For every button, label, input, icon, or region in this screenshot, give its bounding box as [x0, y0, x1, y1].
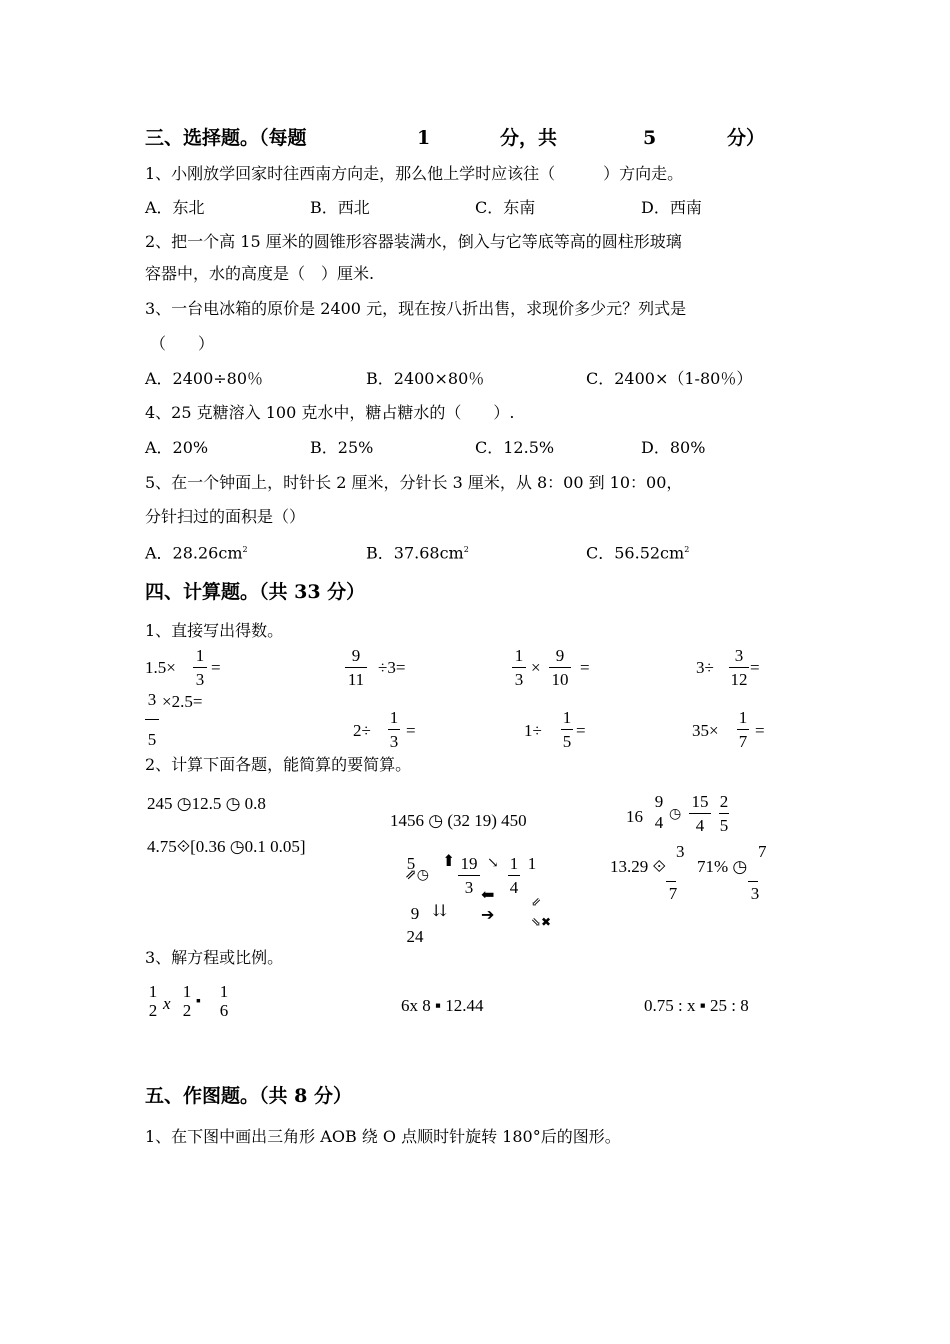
- q3-option-b: B．2400×80％: [366, 369, 485, 388]
- q1-option-c: C．东南: [475, 198, 536, 217]
- r1a-post: =: [211, 658, 221, 677]
- expr-5-frac-5: 9 24: [406, 904, 424, 946]
- q5-option-c-sup: 2: [684, 545, 690, 554]
- r2d-fraction: 1 7: [738, 708, 748, 751]
- r2d-pre: 35×: [692, 721, 719, 740]
- expr-4: 4.75⟐[0.36 ◷0.1 0.05]: [147, 837, 306, 856]
- expr-5-ops-icon: ⇗◷: [405, 868, 429, 883]
- expr-3-pre: 16: [626, 807, 643, 826]
- section3-points-close: 分）: [727, 127, 766, 149]
- section3-title: 三、选择题。（每题: [145, 127, 307, 149]
- q2-line2: 容器中，水的高度是（ ）厘米.: [145, 264, 375, 283]
- r1c-fraction-2: 9 10: [549, 646, 571, 689]
- r2a-fraction: 3 5: [145, 690, 159, 749]
- q4-option-a: A．20%: [145, 438, 209, 457]
- r1c-post: =: [580, 658, 590, 677]
- expr-5-frac-1: 5: [406, 854, 416, 873]
- q5-line2: 分针扫过的面积是（）: [145, 507, 306, 526]
- r1c-op: ×: [531, 658, 541, 677]
- section4-title: 四、计算题。（共 33 分）: [145, 581, 366, 603]
- down-double-arrow-icon: ⇊: [433, 903, 447, 920]
- expr-5-frac-2: 19 3: [458, 854, 480, 897]
- q3-option-a: A．2400÷80％: [145, 369, 264, 388]
- q5-option-b-sup: 2: [463, 545, 469, 554]
- q4-option-d: D．80%: [641, 438, 706, 457]
- q3-line1: 3、一台电冰箱的原价是 2400 元，现在按八折出售，求现价多少元？列式是: [145, 299, 687, 318]
- p3-title: 3、解方程或比例。: [145, 948, 284, 967]
- q1-option-d: D．西南: [641, 198, 702, 217]
- expr-6-frac-1: 3 7: [666, 842, 680, 903]
- down-right-arrow-icon: ↘: [487, 856, 499, 871]
- q5-option-b: B．$37.68cm^2$: [366, 543, 469, 563]
- expr-1: 245 ◷12.5 ◷ 0.8: [147, 794, 266, 813]
- r2c-fraction: 1 5: [562, 708, 572, 751]
- q5-option-c: C．$56.52cm^2$: [586, 543, 690, 563]
- equals-box-icon: ▪: [196, 994, 201, 1009]
- small-arrows-icon: ⇙ ⇘✖: [531, 895, 552, 929]
- eq3: 0.75 : x ▪ 25 : 8: [644, 996, 749, 1015]
- expr-3-frac-2: 15 4: [689, 792, 711, 835]
- section3-points-1: 1: [417, 127, 431, 149]
- left-arrow-icon: ⬅: [481, 887, 495, 904]
- p1-title: 1、直接写出得数。: [145, 621, 284, 640]
- right-arrow-icon: ➔: [481, 907, 495, 924]
- q4-option-b: B．25%: [310, 438, 374, 457]
- q1-option-a: A．东北: [145, 198, 205, 217]
- q4-text: 4、25 克糖溶入 100 克水中，糖占糖水的（ ）.: [145, 403, 515, 422]
- expr-3-frac-1: 9 4: [654, 792, 664, 832]
- section5-title: 五、作图题。（共 8 分）: [145, 1085, 352, 1107]
- r1d-post: =: [750, 658, 760, 677]
- q3-line2: （ ）: [150, 334, 215, 353]
- r2b-post: =: [406, 721, 416, 740]
- expr-6-frac-2: 7 3: [748, 842, 762, 903]
- q1-text: 1、小刚放学回家时往西南方向走，那么他上学时应该往（ ）方向走。: [145, 164, 684, 183]
- r1a-fraction: 1 3: [193, 646, 207, 689]
- r1c-fraction-1: 1 3: [512, 646, 526, 689]
- r1b-fraction: 9 11: [345, 646, 367, 689]
- r2b-pre: 2÷: [353, 721, 371, 740]
- eq1-frac-3: 1 6: [219, 982, 229, 1020]
- q4-option-c: C．12.5%: [475, 438, 555, 457]
- r1b-post: ÷3=: [378, 658, 406, 677]
- expr-3-frac-3: 2 5: [719, 792, 729, 835]
- r1a-pre: 1.5×: [145, 658, 176, 677]
- r1d-fraction: 3 12: [730, 646, 748, 689]
- r2c-pre: 1÷: [524, 721, 542, 740]
- expr-5-frac-3: 1 4: [509, 854, 519, 897]
- expr-3-op-icon: ◷: [669, 807, 682, 822]
- r2d-post: =: [755, 721, 765, 740]
- section3-points-label: 分，共: [500, 127, 558, 149]
- r2b-fraction: 1 3: [389, 708, 399, 751]
- eq1-frac-1: 1 2: [148, 982, 158, 1020]
- r2a-post: ×2.5=: [162, 692, 203, 711]
- expr-2: 1456 ◷ (32 19) 450: [390, 811, 527, 830]
- q5-option-a: A．$28.26cm^2$: [145, 543, 248, 563]
- q5-line1: 5、在一个钟面上，时针长 2 厘米，分针长 3 厘米，从 8：00 到 10：00，: [145, 473, 683, 492]
- expr-6-mid: 71% ◷: [697, 857, 748, 876]
- eq2: 6x 8 ▪ 12.44: [401, 996, 484, 1015]
- eq1-frac-2: 1 2: [182, 982, 192, 1020]
- r2c-post: =: [576, 721, 586, 740]
- expr-6-pre: 13.29 ⟐: [610, 857, 666, 876]
- q1-option-b: B．西北: [310, 198, 370, 217]
- r1d-pre: 3÷: [696, 658, 714, 677]
- q3-option-c: C．2400×（1-80％）: [586, 369, 753, 388]
- section3-points-5: 5: [643, 127, 657, 149]
- section5-q1: 1、在下图中画出三角形 AOB 绕 O 点顺时针旋转 180°后的图形。: [145, 1127, 621, 1146]
- q5-option-a-sup: 2: [242, 545, 248, 554]
- up-arrow-icon: ⬆: [442, 853, 456, 870]
- expr-5-frac-4: 1: [527, 854, 537, 873]
- q2-line1: 2、把一个高 15 厘米的圆锥形容器装满水，倒入与它等底等高的圆柱形玻璃: [145, 232, 682, 251]
- p2-title: 2、计算下面各题，能简算的要简算。: [145, 755, 412, 774]
- eq1-x: x: [163, 994, 171, 1013]
